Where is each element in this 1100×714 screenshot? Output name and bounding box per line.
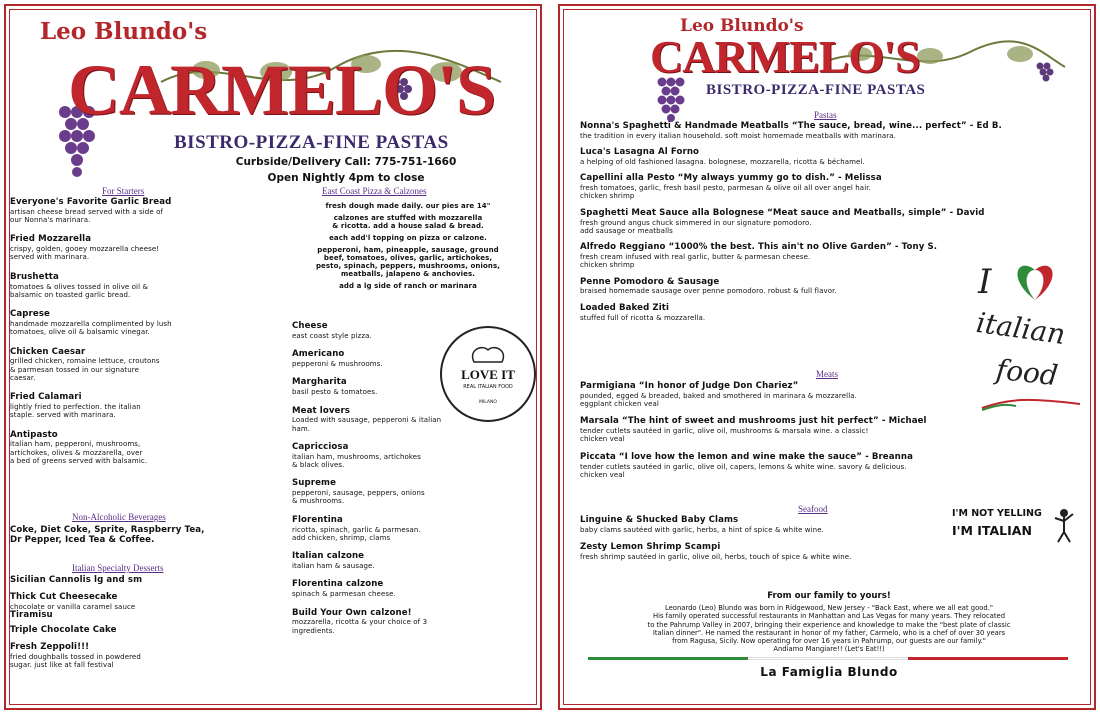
badge-subtitle: REAL ITALIAN FOOD bbox=[463, 384, 513, 390]
menu-item-description: east coast style pizza. bbox=[292, 331, 372, 340]
menu-item-description: sugar. just like at fall festival bbox=[10, 661, 114, 670]
pizza-intro-line: pesto, spinach, peppers, mushrooms, onions, bbox=[315, 262, 501, 271]
menu-item-name: Fried Calamari bbox=[10, 392, 82, 403]
menu-item bbox=[10, 643, 280, 669]
yelling-line1: I'M NOT YELLING bbox=[952, 508, 1042, 519]
italian-word: italian bbox=[974, 305, 1068, 352]
menu-item bbox=[292, 378, 532, 396]
menu-item bbox=[292, 552, 532, 570]
menu-item-description: pepperoni, sausage, peppers, onions bbox=[292, 489, 425, 498]
menu-item bbox=[580, 174, 1080, 200]
menu-item-name: Nonna's Spaghetti & Handmade Meatballs “The sauce, bread, wine... perfect” - Ed B. bbox=[580, 121, 1002, 131]
pizza-intro-line: & ricotta. add a house salad & bread. bbox=[332, 222, 484, 231]
menu-item-description: fried doughballs tossed in powdered bbox=[10, 653, 141, 662]
i-letter: I bbox=[978, 262, 992, 302]
menu-item-description: staple. served with marinara. bbox=[10, 411, 116, 420]
menu-item-name: Linguine & Shucked Baby Clams bbox=[580, 515, 739, 525]
menu-item-name: Sicilian Cannolis lg and sm bbox=[10, 575, 143, 585]
menu-item-description: & parmesan tossed in our signature bbox=[10, 365, 139, 374]
menu-item-name: Alfredo Reggiano “1000% the best. This ain't no Olive Garden” - Tony S. bbox=[580, 242, 938, 253]
menu-item-description: tomatoes & olives tossed in olive oil & bbox=[10, 282, 149, 291]
menu-item-description: crispy, golden, gooey mozzarella cheese! bbox=[10, 245, 160, 254]
menu-item-name: Tiramisu bbox=[10, 609, 53, 620]
menu-item bbox=[10, 593, 280, 621]
phone-line: Curbside/Delivery Call: 775-751-1660 bbox=[235, 156, 457, 168]
menu-item-name: Piccata “I love how the lemon and wine make the sauce” - Breanna bbox=[580, 451, 913, 462]
owner-name: Leo Blundo's bbox=[40, 18, 208, 45]
beverage-line: Coke, Diet Coke, Sprite, Raspberry Tea, bbox=[10, 525, 205, 535]
menu-item-name: Italian calzone bbox=[292, 551, 365, 562]
menu-item-description: eggplant chicken veal bbox=[580, 399, 659, 408]
flag-stripe-red bbox=[908, 657, 1068, 660]
owner-name: Leo Blundo's bbox=[680, 16, 804, 36]
badge-city: MILANO bbox=[479, 400, 497, 405]
menu-item-description: the tradition in every italian household. soft moist homemade meatballs with marinara. bbox=[580, 131, 896, 140]
family-story bbox=[584, 604, 1074, 654]
menu-item-description: fresh shrimp sautéed in garlic, olive oil, herbs, touch of spice & white wine. bbox=[580, 553, 852, 562]
menu-item-name: Capricciosa bbox=[292, 442, 349, 452]
menu-item-description: balsamic on toasted garlic bread. bbox=[10, 290, 131, 299]
menu-item-description: fresh cream infused with real garlic, butter & parmesan cheese. bbox=[580, 253, 811, 262]
signoff: La Famiglia Blundo bbox=[760, 665, 898, 679]
menu-item-name: Thick Cut Cheesecake bbox=[10, 592, 118, 602]
menu-item-description: italian ham, pepperoni, mushrooms, bbox=[10, 440, 141, 449]
menu-item bbox=[292, 322, 532, 340]
menu-item-description: caesar. bbox=[10, 373, 36, 382]
menu-item-name: Cheese bbox=[292, 321, 328, 331]
menu-item bbox=[10, 273, 280, 299]
menu-item bbox=[292, 516, 532, 542]
menu-item-name: Meat lovers bbox=[292, 405, 351, 416]
menu-item bbox=[580, 382, 1080, 408]
story-line: from Ragusa, Sicily. Now operating for over 16 years in Pahrump, our guests are our family." bbox=[672, 637, 986, 646]
menu-item bbox=[292, 479, 532, 505]
section-title-starters: For Starters bbox=[102, 186, 145, 196]
menu-item bbox=[10, 576, 280, 586]
menu-item-name: Zesty Lemon Shrimp Scampi bbox=[580, 542, 721, 553]
brand-logo: CARMELO'S bbox=[650, 31, 920, 82]
tagline: BISTRO-PIZZA-FINE PASTAS bbox=[174, 132, 449, 153]
menu-item-name: Caprese bbox=[10, 309, 50, 320]
gesturing-figure-icon bbox=[1052, 508, 1076, 544]
menu-item-name: Americano bbox=[292, 349, 345, 360]
menu-item-name: Parmigiana “In honor of Judge Don Chariez” bbox=[580, 381, 799, 391]
menu-item-description: fresh tomatoes, garlic, fresh basil pesto, parmesan & olive oil all over angel hair. bbox=[580, 184, 871, 193]
beverage-line: Dr Pepper, Iced Tea & Coffee. bbox=[10, 534, 155, 545]
story-line: Italian dinner". He named the restaurant in honor of my father, Carmelo, who is a chef of over 30 years bbox=[652, 628, 1006, 637]
yelling-line2: I'M ITALIAN bbox=[952, 523, 1032, 538]
menu-item-description: grilled chicken, romaine lettuce, croutons bbox=[10, 357, 160, 366]
section-title-beverages: Non-Alcoholic Beverages bbox=[72, 512, 166, 522]
menu-item-description: artichokes, olives & mozzarella, over bbox=[10, 448, 143, 457]
menu-item bbox=[580, 453, 1080, 479]
badge-title: LOVE IT bbox=[461, 367, 515, 382]
menu-item-name: Triple Chocolate Cake bbox=[10, 625, 117, 636]
menu-item bbox=[580, 516, 950, 534]
menu-item-description: mozzarella, ricotta & your choice of 3 bbox=[292, 618, 428, 627]
menu-item-description: a helping of old fashioned lasagna. bolognese, mozzarella, ricotta & béchamel. bbox=[580, 158, 865, 167]
menu-item-name: Penne Pomodoro & Sausage bbox=[580, 276, 720, 287]
menu-item bbox=[292, 350, 532, 368]
hours-line: Open Nightly 4pm to close bbox=[267, 172, 425, 184]
story-line: Leonardo (Leo) Blundo was born in Ridgewood, New Jersey - "Back East, where we all eat good." bbox=[664, 604, 994, 612]
menu-item-description: Loaded with sausage, pepperoni & italian bbox=[292, 416, 442, 425]
pizza-intro bbox=[290, 202, 526, 290]
flag-stripe-green bbox=[588, 657, 748, 660]
tagline: BISTRO-PIZZA-FINE PASTAS bbox=[706, 82, 926, 98]
menu-item-description: & mushrooms. bbox=[292, 497, 345, 506]
menu-item-description: baby clams sautéed with garlic, herbs, a hint of spice & white wine. bbox=[580, 525, 824, 534]
story-line: Andiamo Mangiare!! (Let's Eat!!) bbox=[773, 645, 885, 654]
story-title: From our family to yours! bbox=[767, 591, 891, 601]
menu-item-description: handmade mozzarella complimented by lush bbox=[10, 320, 172, 329]
menu-item bbox=[580, 122, 1080, 140]
menu-item-description: italian ham, mushrooms, artichokes bbox=[292, 452, 421, 461]
menu-item bbox=[10, 310, 280, 336]
menu-item-description: pounded, egged & breaded, baked and smothered in marinara & mozzarella. bbox=[580, 391, 857, 400]
menu-item-description: tomatoes, olive oil & balsamic vinegar. bbox=[10, 328, 150, 337]
story-line: to the Pahrump Valley in 2007, bringing their experience and knowledge to make the "best plate of classic bbox=[647, 620, 1011, 629]
menu-item-description: served with marinara. bbox=[10, 253, 90, 262]
menu-item-description: chicken veal bbox=[580, 435, 625, 444]
section-title-pizza: East Coast Pizza & Calzones bbox=[322, 186, 427, 196]
menu-item bbox=[292, 407, 532, 433]
menu-item-description: stuffed full of ricotta & mozzarella. bbox=[580, 313, 706, 322]
pizza-intro-line: beef, tomatoes, olives, garlic, artichokes, bbox=[323, 254, 493, 263]
menu-item-description: chicken shrimp bbox=[580, 261, 635, 270]
menu-item bbox=[580, 148, 1080, 166]
menu-item-description: tender cutlets sautéed in garlic, olive oil, capers, lemons & white wine. savory & delicious. bbox=[580, 462, 907, 471]
grape-cluster-icon bbox=[654, 76, 688, 126]
menu-item-name: Luca's Lasagna Al Forno bbox=[580, 147, 700, 158]
menu-item-description: chocolate or vanilla caramel sauce bbox=[10, 602, 136, 611]
menu-item-description: chicken veal bbox=[580, 470, 625, 479]
menu-item-description: ingredients. bbox=[292, 626, 335, 635]
menu-item-name: Antipasto bbox=[10, 429, 58, 440]
section-title-meats: Meats bbox=[816, 369, 838, 379]
pizza-intro-line: add a lg side of ranch or marinara bbox=[339, 282, 477, 291]
menu-page-left bbox=[4, 4, 542, 710]
menu-item-description: chicken shrimp bbox=[580, 192, 635, 201]
section-title-seafood: Seafood bbox=[798, 504, 828, 514]
menu-item-name: Margharita bbox=[292, 377, 347, 388]
menu-item bbox=[10, 198, 280, 224]
menu-item bbox=[10, 235, 280, 261]
pizza-intro-line: each add'l topping on pizza or calzone. bbox=[329, 234, 487, 243]
menu-item-description: our Nonna's marinara. bbox=[10, 215, 91, 224]
menu-item bbox=[580, 278, 1080, 296]
menu-item-description: artisan cheese bread served with a side of bbox=[10, 207, 164, 216]
menu-item bbox=[292, 609, 532, 635]
menu-item bbox=[10, 348, 280, 382]
menu-item-name: Spaghetti Meat Sauce alla Bolognese “Meat sauce and Meatballs, simple” - David bbox=[580, 207, 985, 218]
menu-item-name: Build Your Own calzone! bbox=[292, 607, 412, 618]
brand-logo: CARMELO'S bbox=[68, 50, 496, 130]
menu-item-description: spinach & parmesan cheese. bbox=[292, 590, 396, 599]
menu-item bbox=[292, 580, 532, 598]
menu-item-description: basil pesto & tomatoes. bbox=[292, 388, 378, 397]
menu-item-description: add chicken, shrimp, clams bbox=[292, 533, 391, 542]
menu-item bbox=[580, 543, 950, 561]
menu-item-description: italian ham & sausage. bbox=[292, 562, 375, 571]
menu-item-name: Loaded Baked Ziti bbox=[580, 302, 670, 313]
menu-item-name: Florentina calzone bbox=[292, 579, 384, 590]
menu-item-description: tender cutlets sautéed in garlic, olive oil, mushrooms & marsala wine. a classic! bbox=[580, 427, 869, 436]
menu-item bbox=[580, 304, 1080, 322]
menu-item-description: add sausage or meatballs bbox=[580, 226, 673, 235]
menu-item bbox=[10, 626, 280, 636]
menu-item-name: Chicken Caesar bbox=[10, 346, 86, 357]
pizza-intro-line: meatballs, jalapeno & anchovies. bbox=[340, 270, 476, 279]
menu-item-name: Marsala “The hint of sweet and mushrooms just hit perfect” - Michael bbox=[580, 416, 927, 427]
menu-item-name: Capellini alla Pesto “My always yummy go to dish.” - Melissa bbox=[580, 173, 882, 184]
not-yelling-graphic bbox=[952, 508, 1082, 538]
menu-item-description: lightly fried to perfection. the italian bbox=[10, 403, 141, 412]
menu-item bbox=[580, 417, 1080, 443]
pizza-intro-line: pepperoni, ham, pineapple, sausage, ground bbox=[317, 246, 499, 255]
beverages-text bbox=[10, 526, 280, 546]
pizza-intro-line: fresh dough made daily. our pies are 14" bbox=[325, 202, 491, 210]
menu-item-description: ham. bbox=[292, 424, 311, 433]
menu-item bbox=[580, 209, 1080, 235]
menu-item-name: Fresh Zeppoli!!! bbox=[10, 642, 90, 653]
menu-item-name: Everyone's Favorite Garlic Bread bbox=[10, 197, 172, 207]
menu-item-description: & black olives. bbox=[292, 460, 345, 469]
story-line: His family operated successful restaurants in Manhattan and Las Vegas for many years. They relocated bbox=[652, 612, 1006, 621]
menu-item-description: pepperoni & mushrooms. bbox=[292, 360, 383, 369]
food-word: food bbox=[994, 352, 1060, 393]
menu-item bbox=[10, 431, 280, 465]
menu-item-description: ricotta, spinach, garlic & parmesan. bbox=[292, 525, 421, 534]
menu-item-name: Fried Mozzarella bbox=[10, 234, 92, 245]
section-title-pastas: Pastas bbox=[814, 110, 837, 120]
menu-item-name: Brushetta bbox=[10, 271, 59, 282]
pizza-intro-line: calzones are stuffed with mozzarella bbox=[333, 214, 483, 223]
flag-stripe-white bbox=[748, 657, 908, 660]
menu-item-description: fresh ground angus chuck simmered in our signature pomodoro. bbox=[580, 218, 812, 227]
menu-item-description: braised homemade sausage over penne pomodoro. robust & full flavor. bbox=[580, 287, 837, 296]
menu-item bbox=[292, 443, 532, 469]
menu-item-name: Supreme bbox=[292, 478, 337, 489]
menu-item bbox=[580, 243, 1080, 269]
menu-page-right bbox=[558, 4, 1096, 710]
section-title-desserts: Italian Specialty Desserts bbox=[72, 563, 164, 573]
menu-item bbox=[10, 393, 280, 419]
menu-item-name: Florentina bbox=[292, 514, 343, 525]
menu-item-description: a bed of greens served with balsamic. bbox=[10, 456, 148, 465]
